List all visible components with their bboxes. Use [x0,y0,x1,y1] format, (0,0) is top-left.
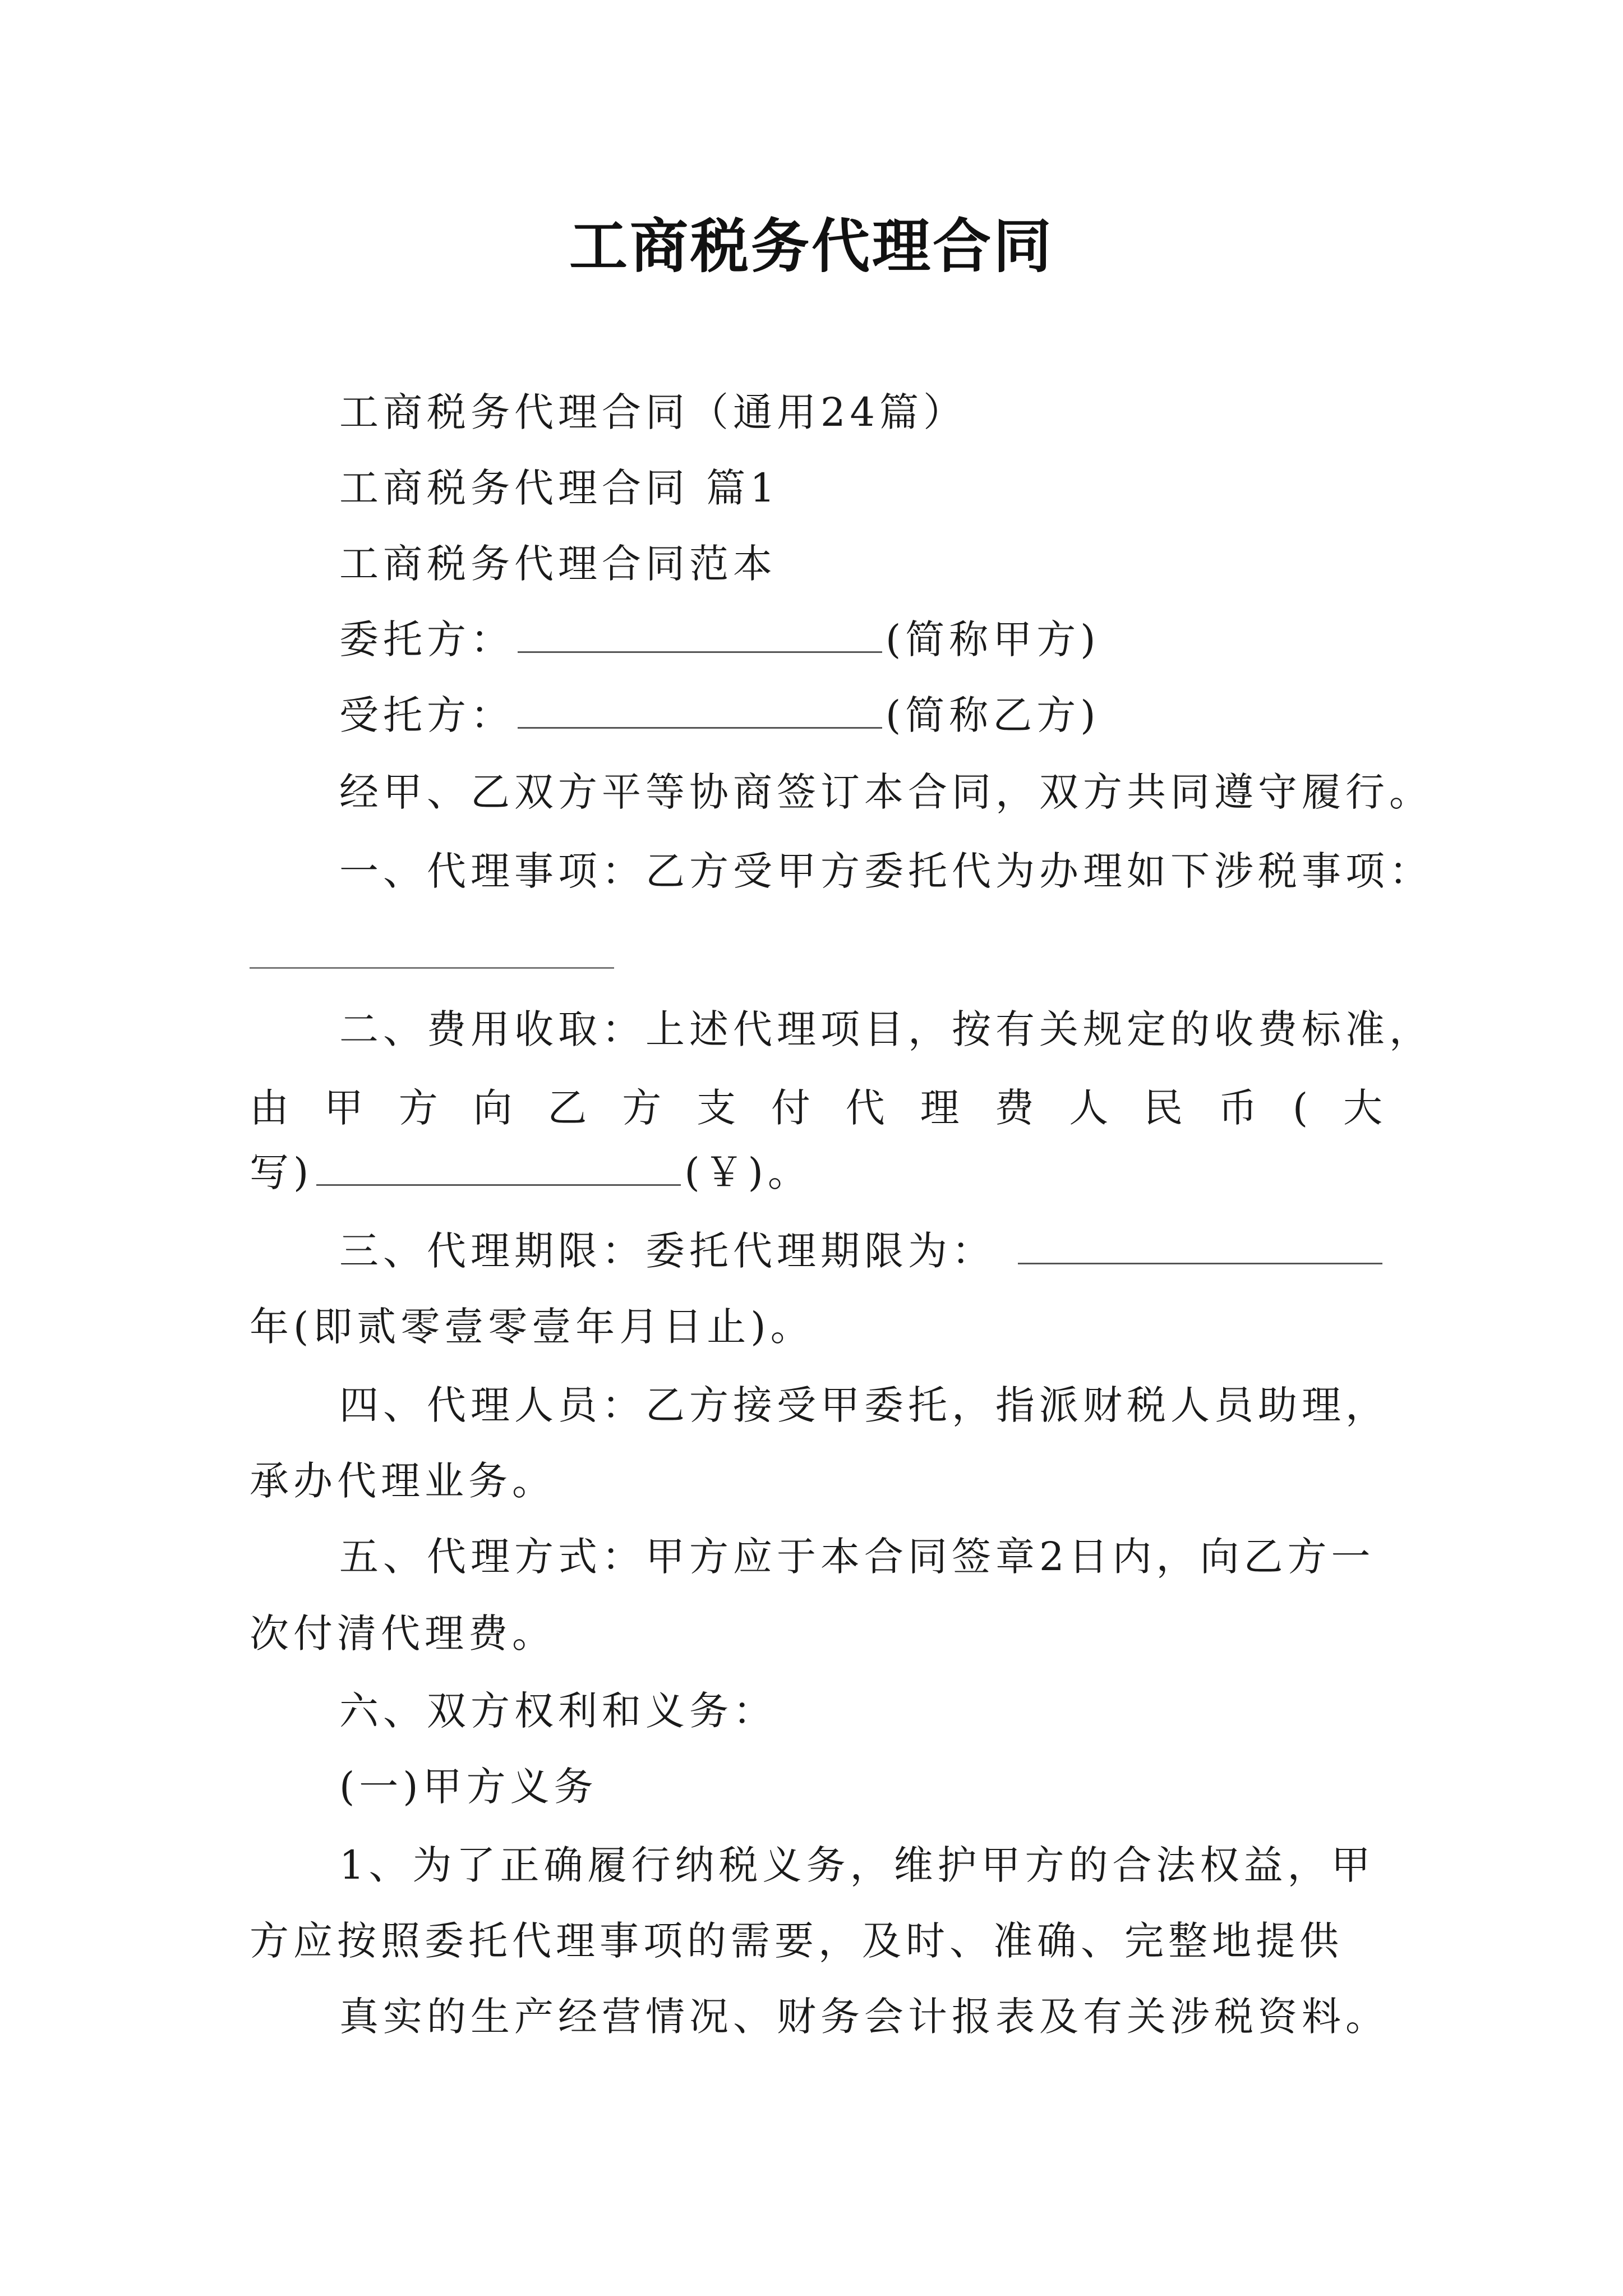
agent-blank[interactable] [518,691,882,729]
obligation-1-line-1: 1、为了正确履行纳税义务，维护甲方的合法权益，甲 [339,1842,1375,1888]
obligation-1-line-3: 真实的生产经营情况、财务会计报表及有关涉税资料。 [339,1994,1389,2040]
fee-spread-char: 甲 [324,1085,363,1131]
client-label: 委托方： [339,616,514,662]
fee-spread-char: 代 [845,1085,885,1131]
fee-spread-char: 费 [994,1085,1034,1131]
agreement-paragraph: 经甲、乙双方平等协商签订本合同，双方共同遵守履行。 [339,769,1433,815]
section-3-term-line-1 [339,1223,1386,1279]
client-suffix: (简称甲方) [886,616,1100,662]
section-1-matters: 一、代理事项：乙方受甲方委托代为办理如下涉税事项： [339,848,1433,894]
section-4-personnel-line-2: 承办代理业务。 [250,1458,556,1504]
fee-spread-char: 理 [920,1085,960,1131]
section-5-method-line-1: 五、代理方式：甲方应于本合同签章2日内，向乙方一 [339,1534,1375,1580]
fee-spread-char: 民 [1144,1085,1183,1131]
obligation-1-line-2: 方应按照委托代理事项的需要，及时、准确、完整地提供 [250,1918,1343,1964]
term-blank[interactable] [1018,1227,1382,1264]
subtitle-collection: 工商税务代理合同（通用24篇） [339,389,967,435]
term-label: 三、代理期限：委托代理期限为： [339,1228,995,1274]
fee-spread-char: 方 [622,1085,662,1131]
section-4-personnel-line-1: 四、代理人员：乙方接受甲委托，指派财税人员助理， [339,1382,1389,1428]
section-5-method-line-2: 次付清代理费。 [250,1611,556,1657]
fee-blank[interactable] [316,1148,681,1186]
matters-blank[interactable] [250,967,614,969]
section-2-fee-line-3 [250,1144,811,1200]
document-title: 工商税务代理合同 [569,211,1054,280]
subtitle-template: 工商税务代理合同范本 [339,541,777,587]
subtitle-part-1: 工商税务代理合同 篇1 [339,465,780,511]
fee-spread-char: 付 [771,1085,810,1131]
fee-spread-char: 支 [697,1085,736,1131]
fee-spread-char: 向 [473,1085,513,1131]
fee-spread-char: 乙 [547,1085,587,1131]
fee-spread-char: 人 [1069,1085,1109,1131]
section-2-fee-line-1: 二、费用收取：上述代理项目，按有关规定的收费标准， [339,1006,1433,1052]
fee-spread-char: 币 [1218,1085,1257,1131]
client-blank[interactable] [518,615,882,653]
fee-spread-char: ( [1292,1085,1308,1131]
section-3-term-line-2: 年(即贰零壹零壹年月日止)。 [250,1304,814,1350]
fee-suffix: (￥)。 [684,1149,811,1195]
agent-suffix: (简称乙方) [886,692,1100,738]
client-line [339,611,1100,668]
fee-spread-char: 由 [250,1085,289,1131]
section-6-rights: 六、双方权利和义务： [339,1688,777,1734]
section-2-fee-line-2 [250,1080,1382,1136]
party-a-obligations-heading: (一)甲方义务 [339,1764,598,1810]
fee-label: 写) [250,1149,313,1195]
fee-spread-char: 大 [1343,1085,1382,1131]
fee-spread-char: 方 [398,1085,438,1131]
agent-label: 受托方： [339,692,514,738]
agent-line [339,687,1100,743]
